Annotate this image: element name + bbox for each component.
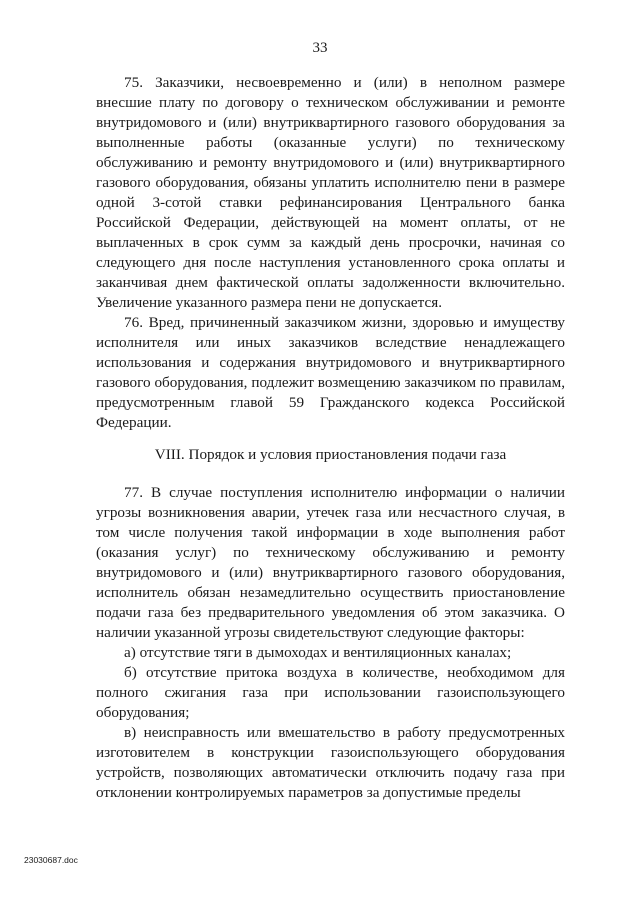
footer-file-code: 23030687.doc	[24, 855, 78, 865]
document-body	[96, 73, 565, 803]
list-item-a: а) отсутствие тяги в дымоходах и вентиляционных каналах;	[124, 644, 512, 661]
page-number: 33	[312, 40, 328, 56]
paragraph-77: 77. В случае поступления исполнителю информации о наличии угрозы возникновения аварии, утечек газа или несчастного случая, в том числе получения такой информации в ходе выполнения работ (оказания услуг) по техническому обслуживанию и ремонту внутридомового и (или) внутриквартирного газового оборудования, исполнитель обязан незамедлительно осуществить приостановление подачи газа без предварительного уведомления об этом заказчика. О наличии указанной угрозы свидетельствуют следующие факторы:	[96, 484, 565, 641]
list-item-v: в) неисправность или вмешательство в работу предусмотренных изготовителем в конструкции газоиспользующего оборудования устройств, позволяющих автоматически отключить подачу газа при отклонении контролируемых параметров за допустимые пределы	[96, 724, 565, 801]
list-item-b: б) отсутствие притока воздуха в количестве, необходимом для полного сжигания газа при использовании газоиспользующего оборудования;	[96, 664, 565, 721]
paragraph-76: 76. Вред, причиненный заказчиком жизни, здоровью и имуществу исполнителя или иных заказчиков вследствие ненадлежащего использования и содержания внутридомового и внутриквартирного газового оборудования, подлежит возмещению заказчиком по правилам, предусмотренным главой 59 Гражданского кодекса Российской Федерации.	[96, 314, 565, 431]
paragraph-75: 75. Заказчики, несвоевременно и (или) в неполном размере внесшие плату по договору о техническом обслуживании и ремонте внутридомового и (или) внутриквартирного газового оборудования за выполненные работы (оказанные услуги) по техническому обслуживанию и ремонту внутридомового и (или) внутриквартирного газового оборудования, обязаны уплатить исполнителю пени в размере одной 3-сотой ставки рефинансирования Центрального банка Российской Федерации, действующей на момент оплаты, от не выплаченных в срок сумм за каждый день просрочки, начиная со следующего дня после наступления установленного срока оплаты и заканчивая днем фактической оплаты задолженности включительно. Увеличение указанного размера пени не допускается.	[96, 74, 565, 311]
section-heading: VIII. Порядок и условия приостановления подачи газа	[154, 446, 507, 463]
